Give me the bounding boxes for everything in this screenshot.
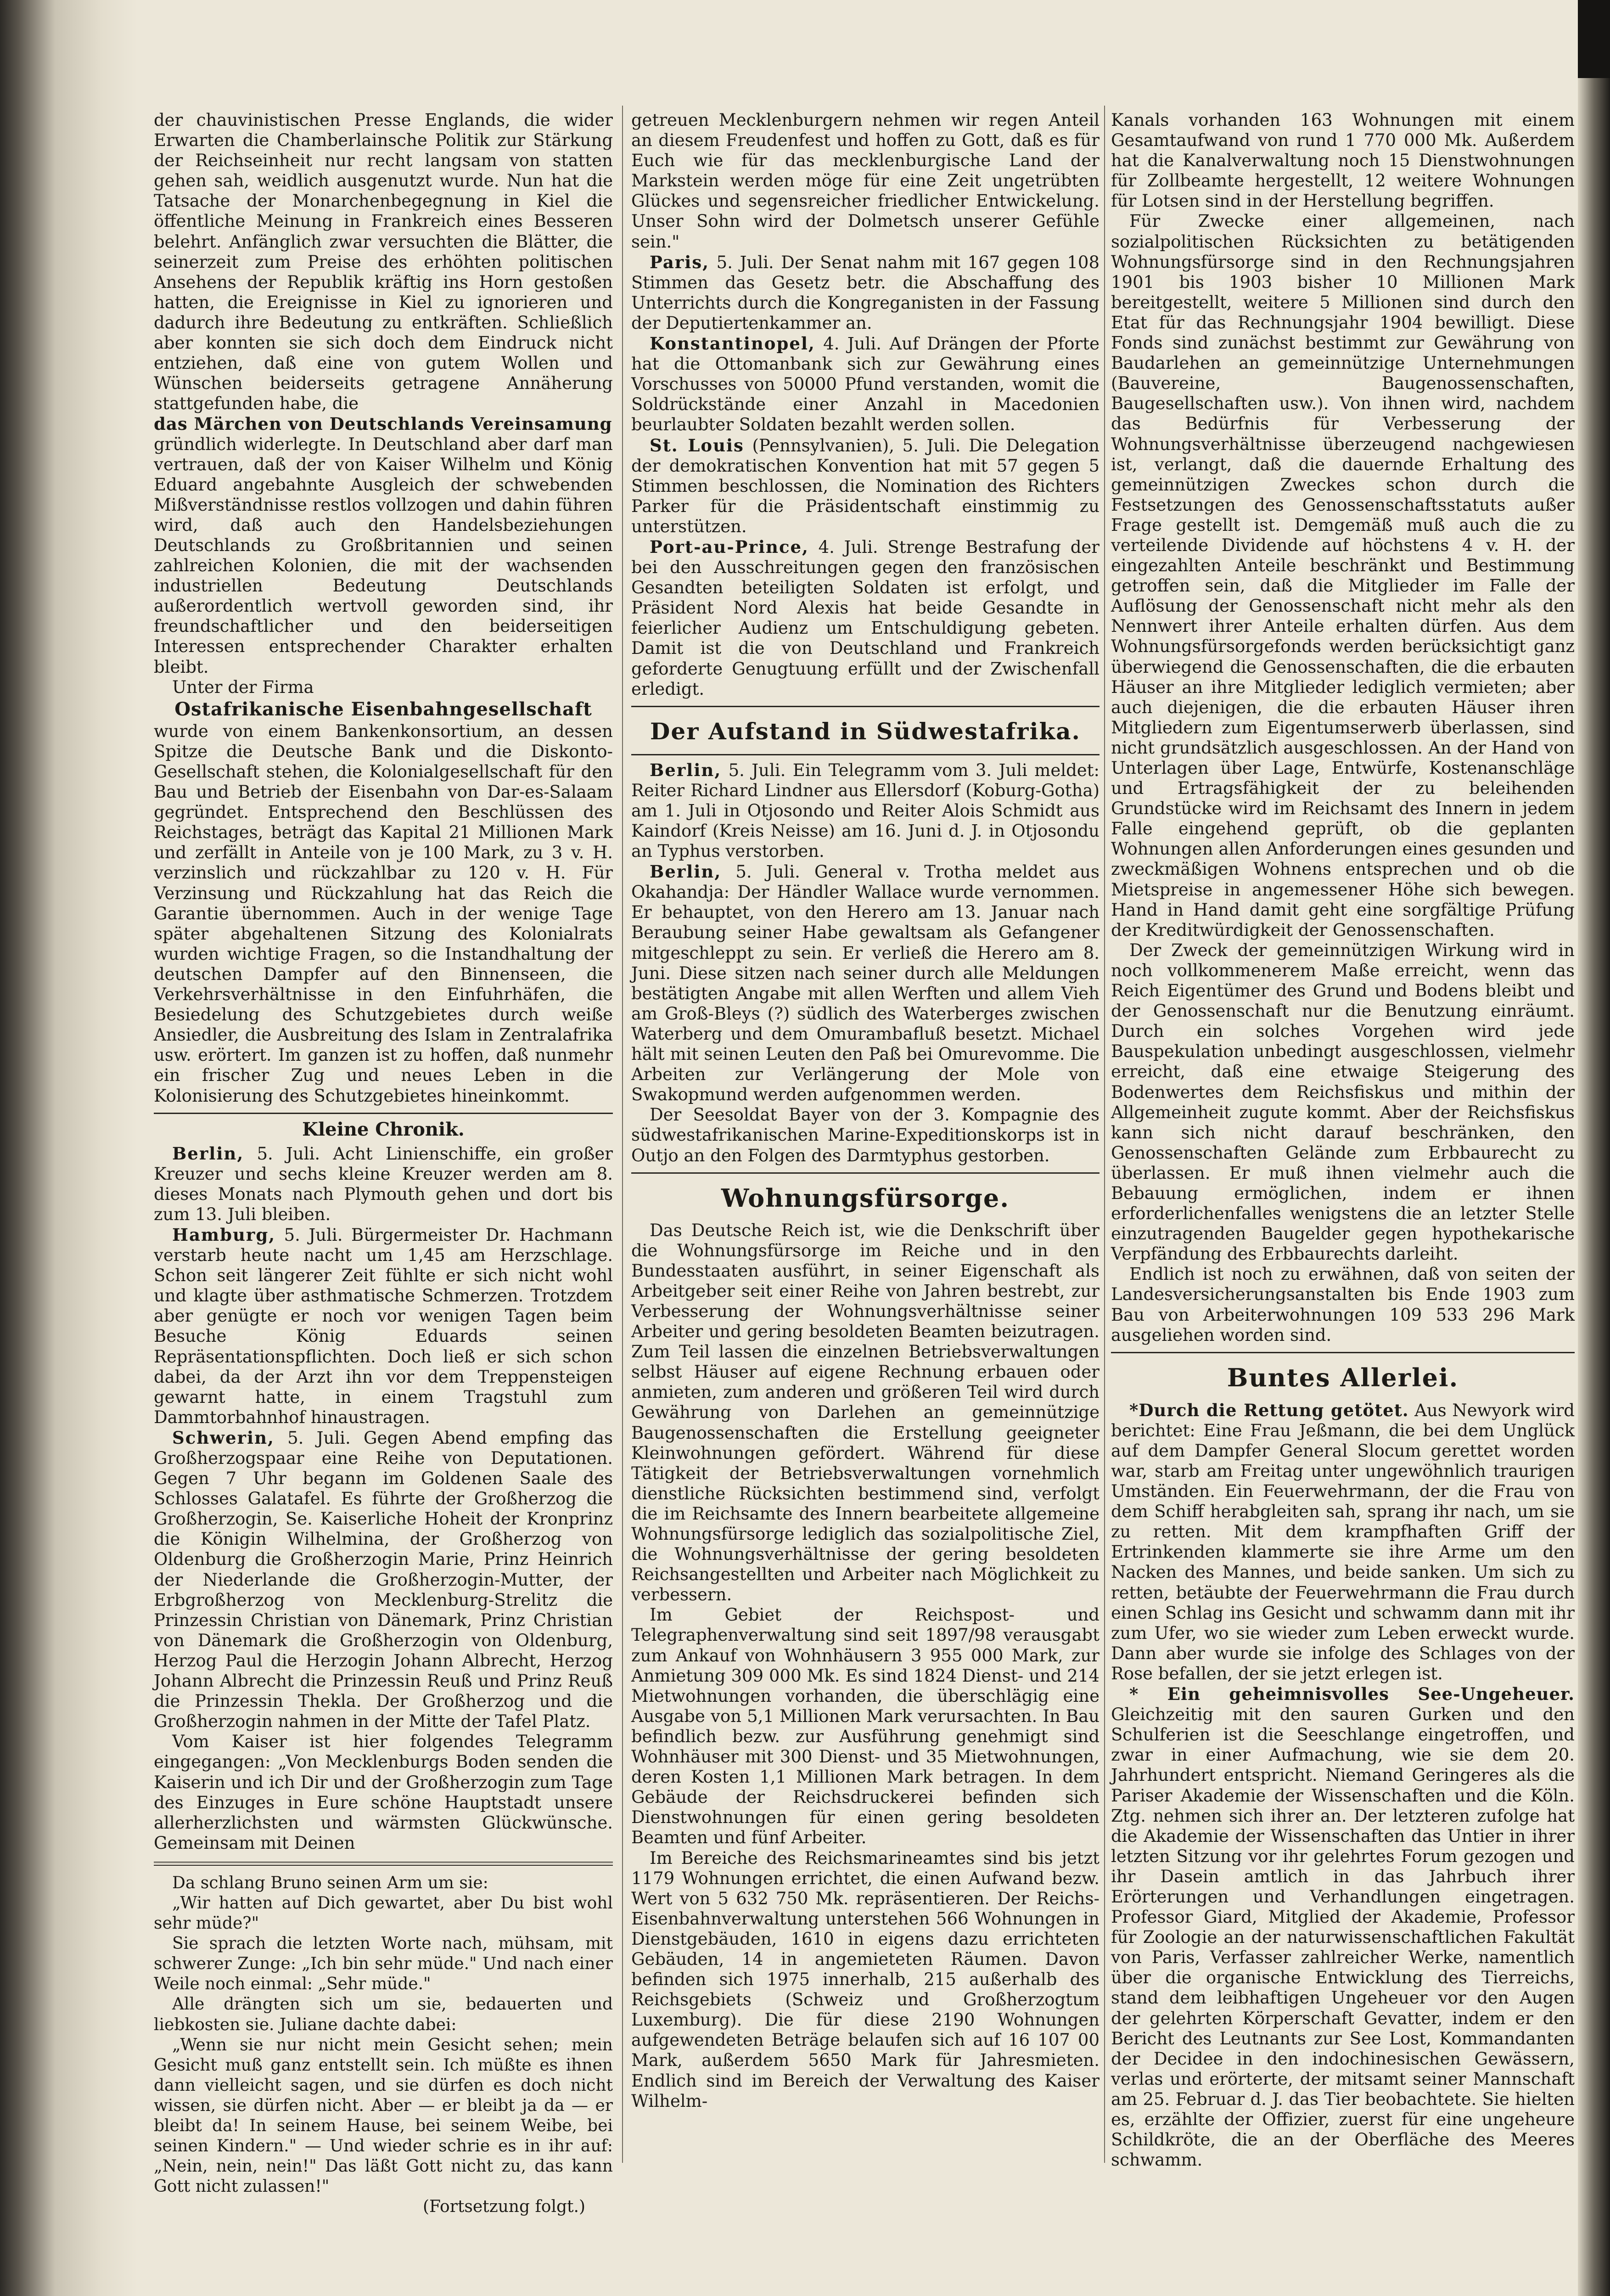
dateline: Berlin, xyxy=(650,861,722,882)
news-item xyxy=(631,333,1100,435)
news-text: (Pennsylvanien), 5. Juli. Die Delegation der demokratischen Konvention hat mit 57 gegen 5 Stimmen beschlossen, die Nomination des Richters Parker für die Präsidentschaft einstimmig zu unterstützen. xyxy=(631,435,1100,536)
section-heading-buntes-allerlei: Buntes Allerlei. xyxy=(1227,1362,1459,1392)
article-paragraph: Kanals vorhanden 163 Wohnungen mit einem Gesamtaufwand von rund 1 770 000 Mk. Außerdem hat die Kanalverwaltung noch 15 Dienstwohnungen für Zollbeamte hergestellt, 12 weitere Wohnungen für Lotsen sind in der Herstellung begriffen. xyxy=(1111,110,1575,211)
dateline: Konstantinopel, xyxy=(650,333,815,354)
news-item xyxy=(631,435,1100,537)
dateline: St. Louis xyxy=(650,435,744,456)
article-paragraph: der chauvinistischen Presse Englands, die wider Erwarten die Chamberlainsche Politik zur Stärkung der Reichseinheit nur recht langsam von statten gehen sah, weidlich ausgenutzt wurde. Nun hat die Tatsache der Monarchenbegegnung in Kiel die öffentliche Meinung in Frankreich eines Besseren belehrt. Anfänglich zwar versuchten die Blätter, die seinerzeit zum Preise des erhöhten politischen Ansehens der Republik kräftig ins Horn gestoßen hatten, die Ereignisse in Kiel zu ignorieren und dadurch ihre Bedeutung zu entkräften. Schließlich aber konnten sie sich doch dem Eindruck nicht entziehen, daß eine von gutem Wollen und Wünschen beiderseits getragene Annäherung stattgefunden habe, die xyxy=(154,110,613,414)
article-paragraph: Vom Kaiser ist hier folgendes Telegramm eingegangen: „Von Mecklenburgs Boden senden die Kaiserin und ich Dir und der Großherzogin zum Tage des Einzuges in Eure schöne Hauptstadt unsere allerherzlichsten und wärmsten Glückwünsche. Gemeinsam mit Deinen xyxy=(154,1732,613,1853)
news-item xyxy=(631,537,1100,699)
article-paragraph: Im Gebiet der Reichspost- und Telegraphenverwaltung sind seit 1897/98 verausgabt zum Ankauf von Wohnhäusern 3 955 000 Mark, zur Anmietung 309 000 Mk. Es sind 1824 Dienst- und 214 Mietwohnungen vorhanden, die überschlägig eine Ausgabe von 5,1 Millionen Mark verursachten. In Bau befindlich bezw. zur Ausführung genehmigt sind Wohnhäuser mit 300 Dienst- und 35 Mietwohnungen, deren Kosten 1,1 Millionen Mark betragen. In dem Gebäude der Reichsdruckerei befinden sich Dienstwohnungen für einen gering besoldeten Beamten und fünf Arbeiter. xyxy=(631,1605,1100,1848)
column-2 xyxy=(631,110,1100,2111)
news-item xyxy=(1111,1400,1575,1684)
feuilleton-rule xyxy=(154,1862,613,1866)
story-paragraph: „Wenn sie nur nicht mein Gesicht sehen; mein Gesicht muß ganz entstellt sein. Ich müßte es ihnen dann vielleicht sagen, und sie dürfen es doch nicht wissen, sie dürfen nicht. Aber — er bleibt ja da — er bleibt da! In seinem Hause, bei seinem Weibe, bei seinen Kindern." — Und wieder schrie es in ihr auf: „Nein, nein, nein!" Das läßt Gott nicht zu, das kann Gott nicht zulassen!" xyxy=(154,2035,613,2196)
section-rule xyxy=(631,1172,1100,1174)
news-item xyxy=(631,760,1100,861)
news-text: 5. Juli. Ein Telegramm vom 3. Juli meldet: Reiter Richard Lindner aus Ellersdorf (Koburg-Gotha) am 1. Juli in Otjosondo und Reiter Alois Schmidt aus Kaindorf (Kreis Neisse) am 16. Juni d. J. in Otjosondu an Typhus verstorben. xyxy=(631,760,1100,861)
section-rule xyxy=(631,754,1100,755)
news-text: 5. Juli. Acht Linienschiffe, ein großer Kreuzer und sechs kleine Kreuzer werden am 8. dieses Monats nach Plymouth gehen und dort bis zum 13. Juli bleiben. xyxy=(154,1143,613,1224)
news-text: Aus Newyork wird berichtet: Eine Frau Jeßmann, die bei dem Unglück auf dem Dampfer General Slocum gerettet worden war, starb am Freitag unter ungewöhnlich traurigen Umständen. Ein Feuerwehrmann, der die Frau von dem Schiff herabgleiten sah, sprang ihr nach, um sie zu retten. Mit dem krampfhaften Griff der Ertrinkenden klammerte sie ihre Arme um den Nacken des Mannes, und beide sanken. Um sich zu retten, betäubte der Feuerwehrmann die Frau durch einen Schlag ins Gesicht und schwamm dann mit ihr zum Ufer, wo sie wieder zum Leben erweckt wurde. Dann aber wurde sie infolge des Schlages von der Rose befallen, der sie jetzt erlegen ist. xyxy=(1111,1400,1575,1683)
news-text: 5. Juli. Bürgermeister Dr. Hachmann verstarb heute nacht um 1,45 am Herzschlage. Schon seit längerer Zeit fühlte er sich nicht wohl und klagte über asthmatische Schmerzen. Trotzdem aber genügte er noch vor wenigen Tagen beim Besuche König Eduards seinen Repräsentationspflichten. Doch ließ er sich schon dabei, da der Arzt ihn vor dem Treppensteigen gewarnt hatte, in einem Tragstuhl zum Dammtorbahnhof hinaustragen. xyxy=(154,1225,613,1427)
section-rule xyxy=(1111,1352,1575,1353)
dateline: Port-au-Prince, xyxy=(650,536,809,557)
dateline: Berlin, xyxy=(172,1143,244,1164)
article-paragraph: gründlich widerlegte. In Deutschland aber darf man vertrauen, daß der von Kaiser Wilhelm und König Eduard angebahnte Ausgleich der schwebenden Mißverständnisse restlos vollzogen und dahin führen wird, daß auch den Handelsbeziehungen Deutschlands zu Großbritannien und seinen zahlreichen Kolonien, die mit der wachsenden industriellen Bedeutung Deutschlands außerordentlich wertvoll geworden sind, ihr freundschaftlicher und den beiderseitigen Interessen entsprechender Charakter erhalten bleibt. xyxy=(154,434,613,677)
news-item xyxy=(1111,1684,1575,2170)
column-1 xyxy=(154,110,613,2217)
article-paragraph: wurde von einem Bankenkonsortium, an dessen Spitze die Deutsche Bank und die Diskonto-Gesellschaft stehen, die Kolonialgesellschaft für den Bau und Betrieb der Eisenbahn von Dar-es-Salaam gegründet. Entsprechend den Beschlüssen des Reichstages, beträgt das Kapital 21 Millionen Mark und zerfällt in Anteile von je 100 Mark, zu 3 v. H. verzinslich und rückzahlbar zu 120 v. H. Für Verzinsung und Rückzahlung hat das Reich die Garantie übernommen. Auch in der wenige Tage später abgehaltenen Sitzung des Kolonialrats wurden wichtige Fragen, so die Instandhaltung der deutschen Dampfer auf den Binnenseen, die Verkehrsverhältnisse in den Einfuhrhäfen, die Besiedelung des Schutzgebietes durch weiße Ansiedler, die Ausbreitung des Islam in Zentralafrika usw. erörtert. Im ganzen ist zu hoffen, daß nunmehr ein frischer Zug und neues Leben in die Kolonisierung des Schutzgebietes hineinkommt. xyxy=(154,721,613,1106)
news-item xyxy=(154,1143,613,1225)
column-divider xyxy=(1104,106,1105,2163)
section-rule xyxy=(154,1113,613,1114)
company-name: Ostafrikanische Eisenbahngesellschaft xyxy=(174,698,592,720)
article-paragraph: Endlich ist noch zu erwähnen, daß von seiten der Landesversicherungsanstalten bis Ende 1903 zum Bau von Arbeiterwohnungen 109 533 296 Mark ausgeliehen worden sind. xyxy=(1111,1264,1575,1345)
news-text: 4. Juli. Strenge Bestrafung der bei den Ausschreitungen gegen den französischen Gesandten beteiligten Soldaten ist erfolgt, und Präsident Nord Alexis hat beide Gesandte in feierlicher Audienz um Entschuldigung gebeten. Damit ist die von Deutschland und Frankreich geforderte Genugtuung erfüllt und der Zwischenfall erledigt. xyxy=(631,537,1100,699)
section-rule xyxy=(631,706,1100,707)
dateline: Schwerin, xyxy=(172,1427,275,1448)
article-paragraph: getreuen Mecklenburgern nehmen wir regen Anteil an diesem Freudenfest und hoffen zu Gott, daß es für Euch wie für das mecklenburgische Land der Markstein werden möge für eine Zeit ungetrübten Glückes und segensreicher friedlicher Entwickelung. Unser Sohn wird der Dolmetsch unserer Gefühle sein." xyxy=(631,110,1100,252)
section-heading-wohnungsfuersorge: Wohnungsfürsorge. xyxy=(721,1183,1010,1213)
article-paragraph: Für Zwecke einer allgemeinen, nach sozialpolitischen Rücksichten zu betätigenden Wohnungsfürsorge sind in den Rechnungsjahren 1901 bis 1903 bisher 10 Millionen Mark bereitgestellt, weitere 5 Millionen sind durch den Etat für das Rechnungsjahr 1904 bewilligt. Diese Fonds sind zunächst bestimmt zur Gewährung von Baudarlehen an gemeinnützige Unternehmungen (Bauvereine, Baugenossenschaften, Baugesellschaften usw.). Von ihnen wird, nachdem das Bedürfnis für Verbesserung der Wohnungsverhältnisse überzeugend nachgewiesen ist, verlangt, daß die dauernde Erhaltung des gemeinnützigen Zweckes schon durch die Festsetzungen des Genossenschaftsstatuts außer Frage gestellt ist. Demgemäß muß auch die zu verteilende Dividende auf höchstens 4 v. H. der eingezahlten Anteile beschränkt und Bestimmung getroffen sein, daß die Mitglieder im Falle der Auflösung der Genossenschaft nicht mehr als den Nennwert ihrer Anteile erhalten dürfen. Aus dem Wohnungsfürsorgefonds werden berücksichtigt ganz überwiegend die Genossenschaften, die die erbauten Häuser an ihre Mitglieder lediglich vermieten; aber auch diejenigen, die die erbauten Häuser ihren Mitgliedern zum Eigentumserwerb überlassen, sind nicht grundsätzlich ausgeschlossen. An der Hand von Unterlagen über Lage, Entwürfe, Kostenanschläge und Ertragsfähigkeit der zu beleihenden Grundstücke wird im Reichsamt des Innern in jedem Falle eingehend geprüft, ob die geplanten Wohnungen allen Anforderungen eines gesunden und zweckmäßigen Wohnens entsprechen und ob die Mietspreise in angemessener Höhe sich bewegen. Hand in Hand damit geht eine sorgfältige Prüfung der Kreditwürdigkeit der Genossenschaften. xyxy=(1111,211,1575,940)
news-text: 5. Juli. Gegen Abend empfing das Großherzogspaar eine Reihe von Deputationen. Gegen 7 Uhr begann im Goldenen Saale des Schlosses Galatafel. Es führte der Großherzog die Großherzogin, Se. Kaiserliche Hoheit der Kronprinz die Königin Wilhelmina, der Großherzog von Oldenburg die Großherzogin Marie, Prinz Heinrich der Niederlande die Großherzogin-Mutter, der Erbgroßherzog von Mecklenburg-Strelitz die Prinzessin Christian von Dänemark, Prinz Christian von Dänemark die Großherzogin von Oldenburg, Herzog Paul die Herzogin Johann Albrecht, Herzog Johann Albrecht die Prinzessin Reuß und Prinz Reuß die Prinzessin Thekla. Der Großherzog und die Großherzogin nahmen in der Mitte der Tafel Platz. xyxy=(154,1428,613,1732)
dateline: Berlin, xyxy=(650,760,722,780)
column-divider xyxy=(622,106,623,2163)
news-item xyxy=(154,1428,613,1732)
news-text: 4. Juli. Auf Drängen der Pforte hat die Ottomanbank sich zur Gewährung eines Vorschusses von 50000 Pfund verstanden, womit die Soldrückstände einer Anzahl in Macedonien beurlaubter Soldaten bezahlt werden sollen. xyxy=(631,334,1100,435)
article-paragraph: Unter der Firma xyxy=(172,677,314,697)
story-paragraph: Alle drängten sich um sie, bedauerten und liebkosten sie. Juliane dachte dabei: xyxy=(154,1995,613,2034)
news-item xyxy=(154,1225,613,1428)
section-heading-kleine-chronik: Kleine Chronik. xyxy=(302,1118,465,1140)
story-paragraph: „Wir hatten auf Dich gewartet, aber Du bist wohl sehr müde?" xyxy=(154,1893,613,1933)
news-item xyxy=(631,861,1100,1105)
story-paragraph: Sie sprach die letzten Worte nach, mühsam, mit schwerer Zunge: „Ich bin sehr müde." Und nach einer Weile noch einmal: „Sehr müde." xyxy=(154,1934,613,1994)
article-paragraph: Das Deutsche Reich ist, wie die Denkschrift über die Wohnungsfürsorge im Reiche und in den Bundesstaaten ausführt, in seiner Eigenschaft als Arbeitgeber seit einer Reihe von Jahren bestrebt, zur Verbesserung der Wohnungsverhältnisse seiner Arbeiter und gering besoldeten Beamten beizutragen. Zum Teil lassen die einzelnen Betriebsverwaltungen selbst Häuser auf eigene Rechnung erbauen oder anmieten, zum anderen und größeren Teil wird durch Gewährung von Darlehen an gemeinnützige Baugenossenschaften die Erstellung geeigneter Kleinwohnungen gefördert. Während für diese Tätigkeit der Betriebsverwaltungen vornehmlich dienstliche Rücksichten bestimmend sind, verfolgt die im Reichsamte des Innern bearbeitete allgemeine Wohnungsfürsorge lediglich das sozialpolitische Ziel, die Wohnungsverhältnisse der gering besoldeten Reichsangestellten und Arbeiter nach Möglichkeit zu verbessern. xyxy=(631,1220,1100,1605)
item-title: *Durch die Rettung getötet. xyxy=(1129,1400,1409,1420)
book-binding-edge xyxy=(0,0,138,2296)
column-3 xyxy=(1111,110,1575,2170)
dateline: Paris, xyxy=(650,252,710,272)
bold-phrase: das Märchen von Deutschlands Vereinsamung xyxy=(154,414,612,434)
dateline: Hamburg, xyxy=(172,1224,276,1245)
continuation-note: (Fortsetzung folgt.) xyxy=(423,2197,585,2217)
news-item xyxy=(631,252,1100,333)
feuilleton-story xyxy=(154,1873,613,2217)
news-text: 5. Juli. General v. Trotha meldet aus Okahandja: Der Händler Wallace wurde vernommen. Er behauptet, von den Herero am 13. Januar nach Beraubung seiner Habe gewaltsam als Gefangener mitgeschleppt zu sein. Er verließ die Herero am 8. Juni. Diese sitzen nach seiner durch alle Meldungen bestätigten Angabe mit allen Werften und allem Vieh am Groß-Bleys (?) südlich des Waterberges zwischen Waterberg und dem Omurambafluß besetzt. Michael hält mit seinen Leuten den Paß bei Omurevomme. Die Arbeiten zur Verlängerung der Mole von Swakopmund werden aufgenommen werden. xyxy=(631,862,1100,1105)
article-paragraph: Der Seesoldat Bayer von der 3. Kompagnie des südwestafrikanischen Marine-Expeditionskorps ist in Outjo an den Folgen des Darmtyphus gestorben. xyxy=(631,1105,1100,1165)
news-text: 5. Juli. Der Senat nahm mit 167 gegen 108 Stimmen das Gesetz betr. die Abschaffung des Unterrichts durch die Kongreganisten in der Fassung der Deputiertenkammer an. xyxy=(631,252,1100,333)
news-text: Gleichzeitig mit den sauren Gurken und den Schulferien ist die Seeschlange eingetroffen, und zwar in einer Aufmachung, wie sie dem 20. Jahrhundert entspricht. Niemand Geringeres als die Pariser Akademie der Wissenschaften und die Köln. Ztg. nehmen sich ihrer an. Der letzteren zufolge hat die Akademie der Wissenschaften das Untier in ihrer letzten Sitzung vor ihr gelehrtes Forum gezogen und ihr Dasein amtlich in das Jahrbuch ihrer Erörterungen und Verhandlungen eingetragen. Professor Giard, Mitglied der Akademie, Professor für Zoologie an der naturwissenschaftlichen Fakultät von Paris, Verfasser zahlreicher Werke, namentlich über die organische Entwicklung des Tierreichs, stand dem leibhaftigen Ungeheuer vor den Augen der gelehrten Körperschaft Gevatter, indem er den Bericht des Leutnants zur See Lost, Kommandanten der Decidee in den indochinesischen Gewässern, verlas und erörterte, der mitsamt seiner Mannschaft am 25. Februar d. J. das Tier beobachtete. Sie hielten es, erzählte der Offizier, zuerst für eine ungeheure Schildkröte, die an der Oberfläche des Meeres schwamm. xyxy=(1111,1705,1575,2170)
article-paragraph: Im Bereiche des Reichsmarineamtes sind bis jetzt 1179 Wohnungen errichtet, die einen Aufwand bezw. Wert von 5 632 750 Mk. repräsentieren. Der Reichs-Eisenbahnverwaltung unterstehen 566 Wohnungen in Dienstgebäuden, 1610 in eigens dazu errichteten Gebäuden, 14 in angemieteten Räumen. Davon befinden sich 1975 innerhalb, 215 außerhalb des Reichsgebiets (Schweiz und Großherzogtum Luxemburg). Die für diese 2190 Wohnungen aufgewendeten Beträge belaufen sich auf 16 107 00 Mark, außerdem 5650 Mark für Jahresmieten. Endlich sind im Bereich der Verwaltung des Kaiser Wilhelm- xyxy=(631,1848,1100,2111)
page-right-edge xyxy=(1578,0,1610,2296)
scan-edge-shadow xyxy=(1578,0,1610,78)
item-title: * Ein geheimnisvolles See-Ungeheuer. xyxy=(1129,1684,1575,1705)
story-paragraph: Da schlang Bruno seinen Arm um sie: xyxy=(172,1873,488,1892)
section-heading-aufstand: Der Aufstand in Südwestafrika. xyxy=(650,717,1081,745)
article-paragraph: Der Zweck der gemeinnützigen Wirkung wird in noch vollkommenerem Maße erreicht, wenn das Reich Eigentümer des Grund und Bodens bleibt und der Genossenschaft nur die Benutzung einräumt. Durch ein solches Vorgehen wird jede Bauspekulation unbedingt ausgeschlossen, vielmehr erreicht, daß eine etwaige Steigerung des Bodenwertes dem Reichsfiskus und mithin der Allgemeinheit zugute kommt. Aber der Reichsfiskus kann sich nicht darauf beschränken, den Genossenschaften Gelände zum Erbbaurecht zu überlassen. Er muß ihnen vielmehr auch die Bebauung ermöglichen, indem er ihnen erforderlichenfalles wenigstens die an letzter Stelle einzutragenden Baugelder gegen hypothekarische Verpfändung des Erbbaurechts darleiht. xyxy=(1111,940,1575,1264)
